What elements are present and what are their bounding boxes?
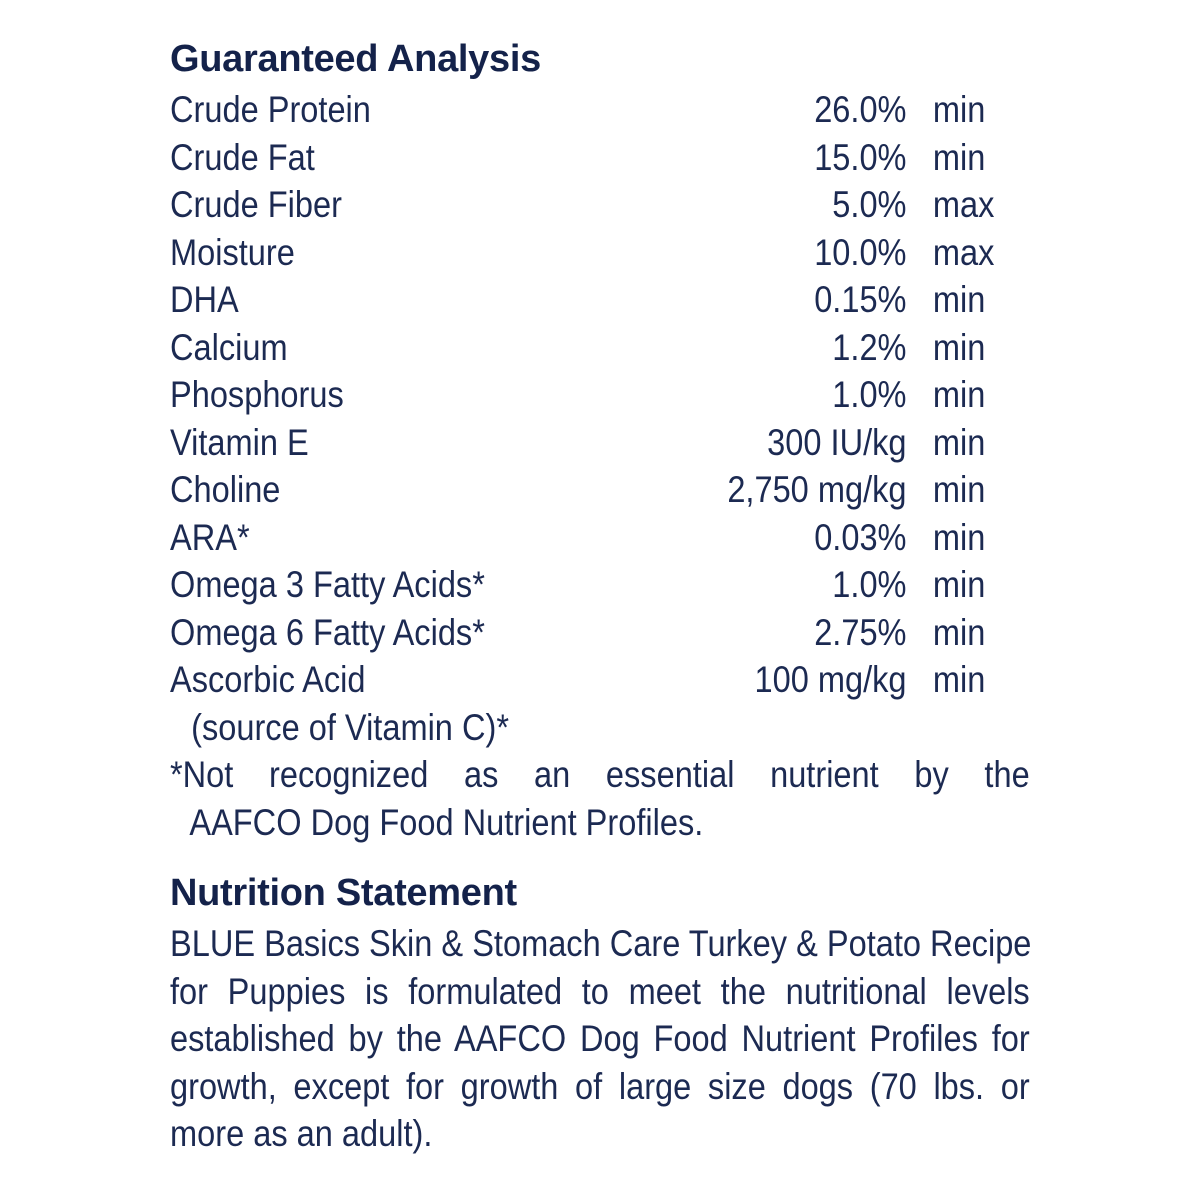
analysis-table: [170, 86, 1030, 704]
footnote-word: an: [534, 754, 571, 795]
nutrient-qualifier: min: [932, 136, 986, 178]
statement-line: established by the AAFCO Dog Food Nutrient Profiles for: [170, 1018, 1030, 1059]
nutrient-amount: 0.15%: [814, 279, 907, 320]
nutrient-name: Crude Fat: [170, 136, 315, 178]
nutrient-amount: 300 IU/kg: [767, 421, 907, 463]
nutrition-statement-text: [170, 920, 1030, 1158]
nutrient-qualifier: min: [932, 516, 986, 558]
nutrient-amount: 2,750 mg/kg: [727, 469, 907, 510]
footnote-word: recognized: [269, 754, 429, 795]
ascorbic-acid-subline: (source of Vitamin C)*: [191, 706, 510, 748]
aafco-footnote: [170, 751, 1030, 846]
nutrient-qualifier: min: [932, 326, 986, 368]
footnote-line: AAFCO Dog Food Nutrient Profiles.: [189, 801, 704, 843]
footnote-word: the: [984, 754, 1030, 795]
analysis-row: [170, 181, 1030, 229]
statement-line: more as an adult).: [170, 1113, 433, 1154]
nutrient-name: DHA: [170, 279, 239, 320]
statement-line: growth, except for growth of large size dogs (70 lbs. or: [170, 1065, 1030, 1107]
nutrient-name: Phosphorus: [170, 374, 344, 415]
nutrient-qualifier: min: [932, 611, 986, 653]
analysis-row: [170, 229, 1030, 277]
footnote-word: as: [463, 754, 499, 795]
nutrition-statement-heading: Nutrition Statement: [170, 872, 517, 914]
nutrient-name: Omega 3 Fatty Acids*: [170, 564, 485, 605]
analysis-row: [170, 324, 1030, 372]
footnote-line: [170, 751, 1030, 799]
nutrient-amount: 1.0%: [832, 374, 907, 415]
label-panel: [170, 34, 1030, 1158]
nutrient-qualifier: min: [932, 421, 986, 463]
nutrient-amount: 10.0%: [814, 231, 907, 273]
nutrient-qualifier: max: [932, 231, 995, 273]
footnote-word: *Not: [170, 754, 234, 795]
analysis-row: [170, 134, 1030, 182]
nutrient-qualifier: min: [932, 89, 986, 130]
nutrient-amount: 2.75%: [814, 611, 907, 653]
statement-line: BLUE Basics Skin & Stomach Care Turkey & Potato Recipe: [170, 923, 1032, 964]
nutrient-name: Vitamin E: [170, 421, 309, 463]
statement-line: for Puppies is formulated to meet the nutritional levels: [170, 970, 1030, 1012]
analysis-row: [170, 86, 1030, 134]
nutrient-qualifier: min: [932, 564, 986, 605]
nutrient-amount: 100 mg/kg: [754, 659, 907, 700]
nutrient-amount: 26.0%: [814, 89, 907, 130]
analysis-row: [170, 276, 1030, 324]
nutrient-amount: 5.0%: [832, 184, 907, 225]
nutrient-name: Ascorbic Acid: [170, 659, 366, 700]
nutrient-name: ARA*: [170, 516, 250, 558]
analysis-row: [170, 514, 1030, 562]
analysis-row: [170, 609, 1030, 657]
nutrient-name: Omega 6 Fatty Acids*: [170, 611, 485, 653]
footnote-word: by: [914, 754, 949, 795]
analysis-row: [170, 561, 1030, 609]
footnote-word: nutrient: [770, 754, 879, 795]
nutrient-amount: 1.2%: [832, 326, 907, 368]
nutrient-name: Crude Fiber: [170, 184, 342, 225]
nutrient-qualifier: min: [932, 374, 986, 415]
nutrient-name: Crude Protein: [170, 89, 371, 130]
analysis-row: [170, 656, 1030, 704]
guaranteed-analysis-heading: Guaranteed Analysis: [170, 38, 541, 80]
footnote-word: essential: [605, 754, 735, 795]
nutrient-qualifier: min: [932, 469, 986, 510]
nutrient-amount: 0.03%: [814, 516, 907, 558]
nutrient-qualifier: min: [932, 279, 986, 320]
nutrient-amount: 15.0%: [814, 136, 907, 178]
nutrient-name: Moisture: [170, 231, 295, 273]
nutrient-name: Calcium: [170, 326, 288, 368]
analysis-row: [170, 371, 1030, 419]
nutrient-name: Choline: [170, 469, 281, 510]
nutrient-qualifier: min: [932, 659, 986, 700]
nutrient-qualifier: max: [932, 184, 995, 225]
nutrient-amount: 1.0%: [832, 564, 907, 605]
analysis-row: [170, 419, 1030, 467]
analysis-row: [170, 466, 1030, 514]
